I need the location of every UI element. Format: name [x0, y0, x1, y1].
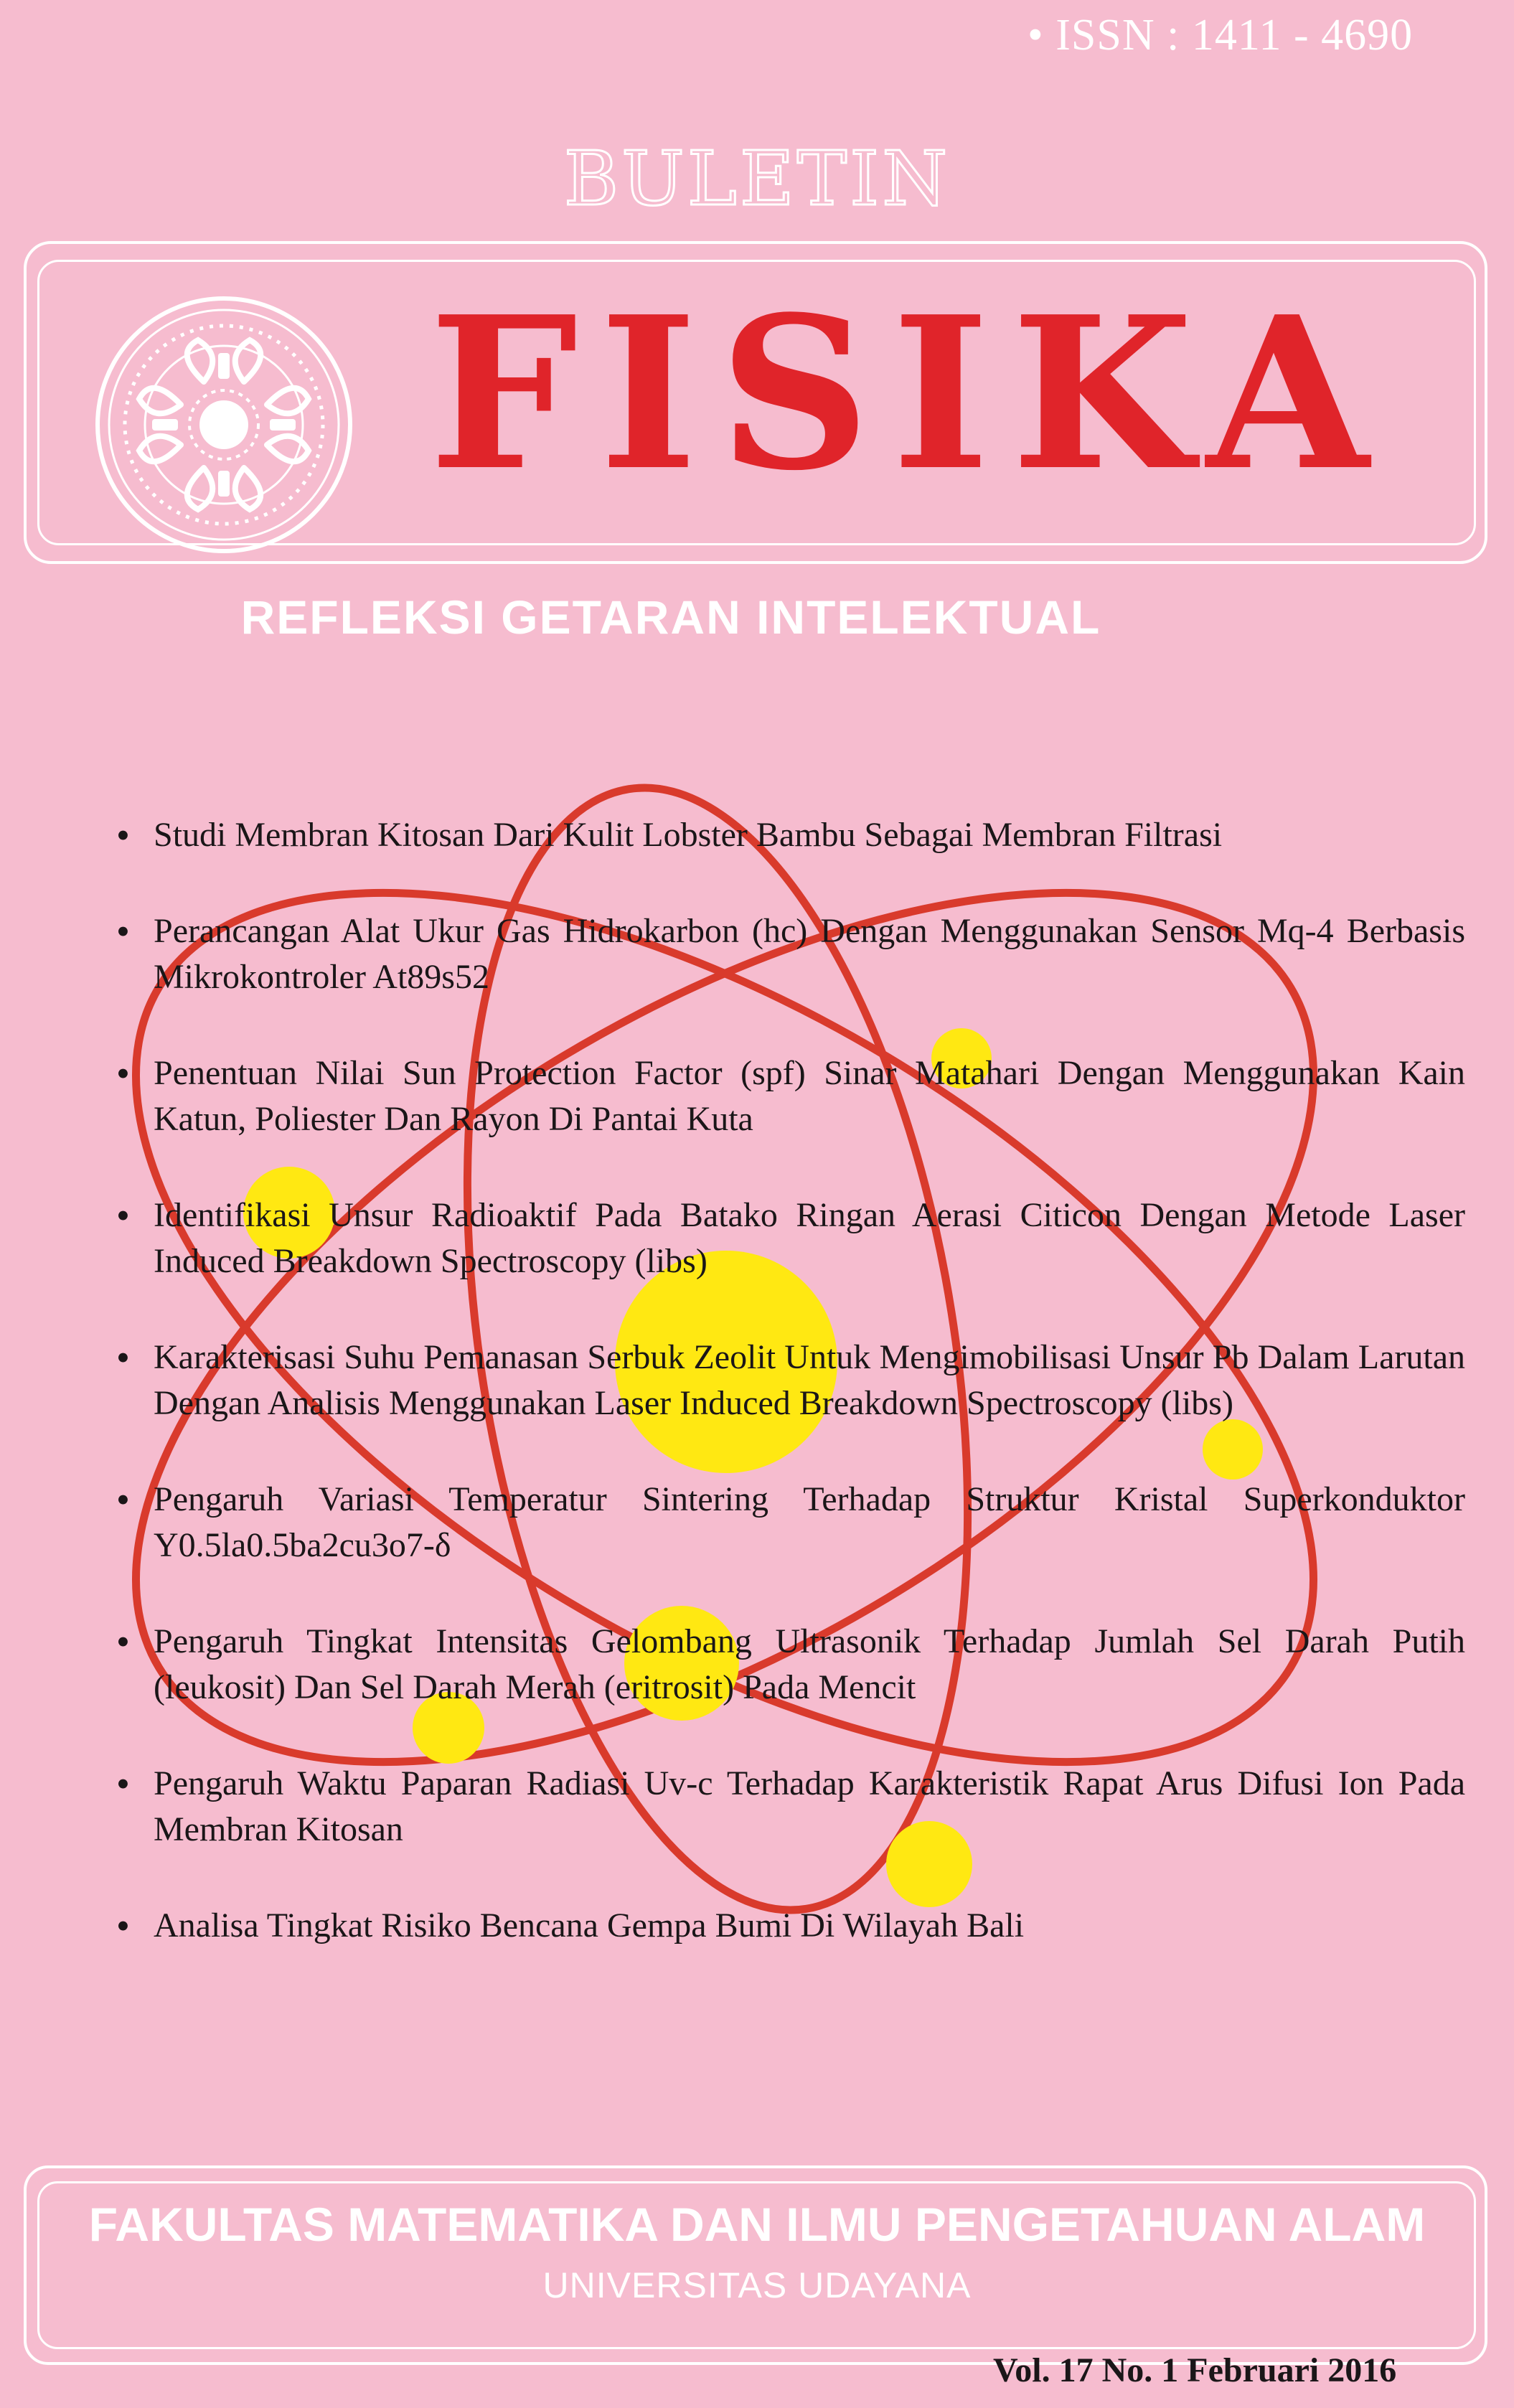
- issn-label: • ISSN : 1411 - 4690: [1028, 11, 1414, 60]
- volume-label: Vol. 17 No. 1 Februari 2016: [993, 2351, 1397, 2389]
- article-item: • Pengaruh Waktu Paparan Radiasi Uv-c Terhadap Karakteristik Rapat Arus Difusi Ion Pada Membran Kitosan: [154, 1761, 1465, 1853]
- series-label: BULETIN: [563, 135, 951, 222]
- faculty-name: FAKULTAS MATEMATIKA DAN ILMU PENGETAHUAN ALAM: [88, 2198, 1426, 2251]
- journal-title: FISIKA: [429, 271, 1391, 517]
- article-list: [154, 812, 1465, 1999]
- article-item: • Studi Membran Kitosan Dari Kulit Lobster Bambu Sebagai Membran Filtrasi: [154, 812, 1465, 858]
- article-item: • Analisa Tingkat Risiko Bencana Gempa Bumi Di Wilayah Bali: [154, 1903, 1465, 1949]
- article-item: • Karakterisasi Suhu Pemanasan Serbuk Zeolit Untuk Mengimobilisasi Unsur Pb Dalam Larutan Dengan Analisis Menggunakan Laser Induced Breakdown Spectroscopy (libs): [154, 1335, 1465, 1426]
- article-item: • Identifikasi Unsur Radioaktif Pada Batako Ringan Aerasi Citicon Dengan Metode Laser Induced Breakdown Spectroscopy (libs): [154, 1193, 1465, 1284]
- article-item: • Perancangan Alat Ukur Gas Hidrokarbon (hc) Dengan Menggunakan Sensor Mq-4 Berbasis Mikrokontroler At89s52: [154, 908, 1465, 1000]
- article-item: • Pengaruh Variasi Temperatur Sintering Terhadap Struktur Kristal Superkonduktor Y0.5la0.5ba2cu3o7-δ: [154, 1477, 1465, 1569]
- tagline: REFLEKSI GETARAN INTELEKTUAL: [240, 591, 1101, 644]
- university-name: UNIVERSITAS UDAYANA: [542, 2265, 972, 2305]
- article-item: • Pengaruh Tingkat Intensitas Gelombang Ultrasonik Terhadap Jumlah Sel Darah Putih (leukosit) Dan Sel Darah Merah (eritrosit) Pada Mencit: [154, 1619, 1465, 1711]
- article-item: • Penentuan Nilai Sun Protection Factor (spf) Sinar Matahari Dengan Menggunakan Kain Katun, Poliester Dan Rayon Di Pantai Kuta: [154, 1050, 1465, 1142]
